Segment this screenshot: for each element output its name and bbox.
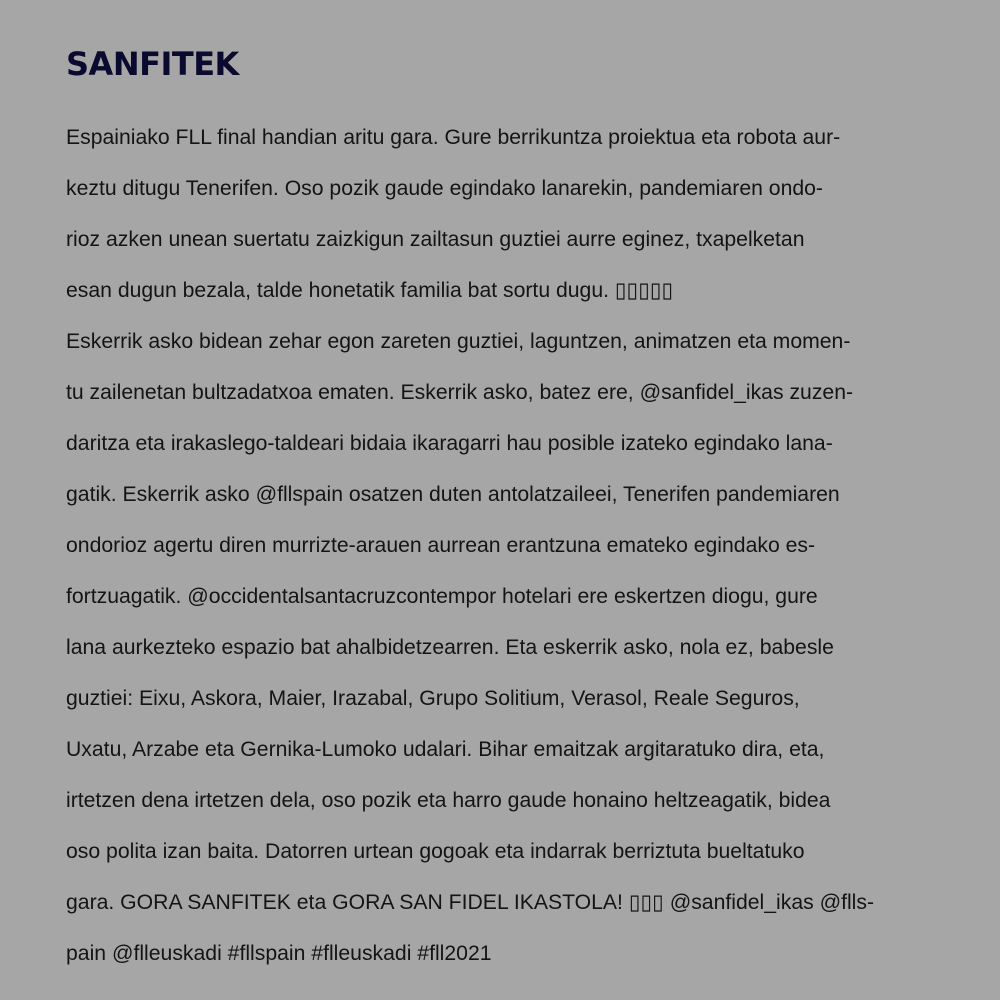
text-line: daritza eta irakaslego-taldeari bidaia ikaragarri hau posible izateko egindako lana-: [66, 432, 833, 455]
text-line: Eskerrik asko bidean zehar egon zareten guztiei, laguntzen, animatzen eta momen-: [66, 330, 851, 353]
text-line: keztu ditugu Tenerifen. Oso pozik gaude egindako lanarekin, pandemiaren ondo-: [66, 177, 823, 200]
text-line: gatik. Eskerrik asko @fllspain osatzen duten antolatzaileei, Tenerifen pandemiaren: [66, 483, 840, 506]
text-line: esan dugun bezala, talde honetatik familia bat sortu dugu. ▯▯▯▯▯: [66, 279, 674, 302]
text-line: guztiei: Eixu, Askora, Maier, Irazabal, Grupo Solitium, Verasol, Reale Seguros,: [66, 687, 800, 710]
text-line: Uxatu, Arzabe eta Gernika-Lumoko udalari. Bihar emaitzak argitaratuko dira, eta,: [66, 738, 825, 761]
text-line: ondorioz agertu diren murrizte-arauen aurrean erantzuna emateko egindako es-: [66, 534, 816, 557]
text-line: Espainiako FLL final handian aritu gara. Gure berrikuntza proiektua eta robota aur-: [66, 126, 841, 149]
text-line: pain @flleuskadi #fllspain #flleuskadi #fll2021: [66, 942, 492, 965]
text-line: irtetzen dena irtetzen dela, oso pozik eta harro gaude honaino heltzeagatik, bidea: [66, 789, 831, 812]
text-line: tu zailenetan bultzadatxoa ematen. Eskerrik asko, batez ere, @sanfidel_ikas zuzen-: [66, 381, 854, 404]
text-line: lana aurkezteko espazio bat ahalbidetzearren. Eta eskerrik asko, nola ez, babesle: [66, 636, 834, 659]
text-line: fortzuagatik. @occidentalsantacruzcontempor hotelari ere eskertzen diogu, gure: [66, 585, 818, 608]
text-line: oso polita izan baita. Datorren urtean gogoak eta indarrak berriztuta bueltatuko: [66, 840, 805, 863]
post-body: [66, 112, 934, 979]
text-line: gara. GORA SANFITEK eta GORA SAN FIDEL IKASTOLA! ▯▯▯ @sanfidel_ikas @flls-: [66, 891, 875, 914]
page-title: SANFITEK: [66, 45, 239, 83]
text-line: rioz azken unean suertatu zaizkigun zailtasun guztiei aurre eginez, txapelketan: [66, 228, 805, 251]
